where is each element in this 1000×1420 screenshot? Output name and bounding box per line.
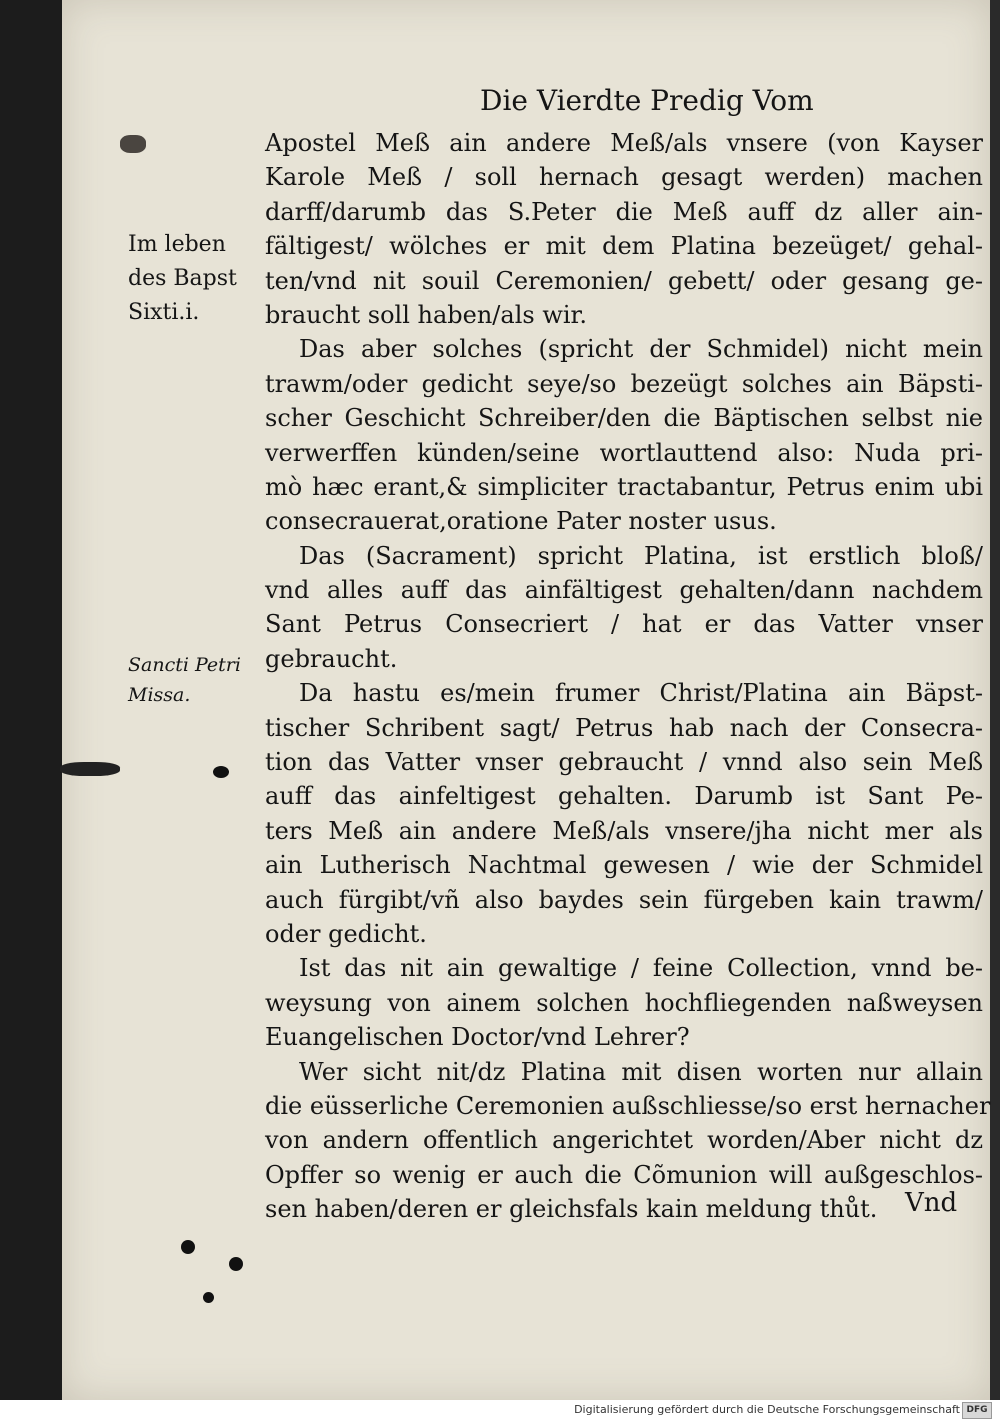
ink-dot bbox=[203, 1292, 214, 1303]
text-line: von andern offentlich angerichtet worden/Aber nicht dz bbox=[265, 1126, 983, 1155]
margin-note-line: Sancti Petri bbox=[128, 654, 241, 676]
catchword: Vnd bbox=[905, 1188, 958, 1218]
text-line: Da hastu es/mein frumer Christ/Platina ain Bäpst- bbox=[299, 679, 983, 708]
text-line: ain Lutherisch Nachtmal gewesen / wie der Schmidel bbox=[265, 851, 983, 880]
text-line: die eüsserliche Ceremonien außschliesse/so erst hernacher bbox=[265, 1091, 991, 1120]
text-line: verwerffen künden/seine wortlauttend also: Nuda pri- bbox=[265, 438, 983, 467]
text-line: consecrauerat,oratione Pater noster usus. bbox=[265, 507, 777, 536]
text-line: auch fürgibt/vñ also baydes sein fürgeben kain trawm/ bbox=[265, 885, 983, 914]
text-line: sen haben/deren er gleichsfals kain meldung thůt. bbox=[265, 1195, 878, 1224]
ink-blot bbox=[120, 135, 146, 153]
text-line: Euangelischen Doctor/vnd Lehrer? bbox=[265, 1023, 690, 1052]
footer-bar bbox=[0, 1400, 1000, 1420]
ink-dot bbox=[229, 1257, 243, 1271]
running-header: Die Vierdte Predig Vom bbox=[480, 84, 814, 117]
margin-note-line: Sixti.i. bbox=[128, 300, 200, 325]
text-line: Wer sicht nit/dz Platina mit disen worten nur allain bbox=[299, 1057, 983, 1086]
text-line: vnd alles auff das ainfältigest gehalten/dann nachdem bbox=[265, 576, 983, 605]
text-line: braucht soll haben/als wir. bbox=[265, 300, 588, 329]
text-line: scher Geschicht Schreiber/den die Bäptischen selbst nie bbox=[265, 404, 983, 433]
text-line: fältigest/ wölches er mit dem Platina bezeüget/ gehal- bbox=[265, 232, 983, 261]
text-line: Opffer so wenig er auch die Cõmunion will außgeschlos- bbox=[265, 1160, 983, 1189]
text-line: Das aber solches (spricht der Schmidel) nicht mein bbox=[299, 335, 983, 364]
text-line: auff das ainfeltigest gehalten. Darumb ist Sant Pe- bbox=[265, 782, 983, 811]
text-line: Ist das nit ain gewaltige / feine Collection, vnnd be- bbox=[299, 954, 983, 983]
ink-mark bbox=[60, 762, 120, 776]
text-line: ten/vnd nit souil Ceremonien/ gebett/ oder gesang ge- bbox=[265, 266, 983, 295]
margin-note-sancti-petri bbox=[128, 650, 258, 710]
text-line: tion das Vatter vnser gebraucht / vnnd also sein Meß bbox=[265, 748, 983, 777]
text-line: mò hæc erant,& simpliciter tractabantur, Petrus enim ubi bbox=[265, 472, 983, 501]
margin-note-line: Missa. bbox=[128, 684, 191, 706]
dfg-logo-icon: DFG bbox=[962, 1402, 992, 1419]
text-line: gebraucht. bbox=[265, 644, 398, 673]
text-line: Apostel Meß ain andere Meß/als vnsere (von Kayser bbox=[265, 129, 983, 157]
text-line: ters Meß ain andere Meß/als vnsere/jha nicht mer als bbox=[265, 816, 983, 845]
page-edge bbox=[990, 0, 1000, 1400]
margin-note-sixti bbox=[128, 228, 258, 330]
text-line: trawm/oder gedicht seye/so bezeügt solches ain Bäpsti- bbox=[265, 369, 983, 398]
text-line: oder gedicht. bbox=[265, 919, 427, 948]
ink-dot bbox=[213, 766, 229, 778]
text-line: Sant Petrus Consecriert / hat er das Vatter vnser bbox=[265, 610, 983, 639]
footer-credit: Digitalisierung gefördert durch die Deutsche Forschungsgemeinschaft bbox=[574, 1403, 960, 1416]
text-line: Karole Meß / soll hernach gesagt werden) machen bbox=[265, 163, 983, 192]
body-text bbox=[265, 126, 991, 1227]
ink-dot bbox=[181, 1240, 195, 1254]
text-line: tischer Schribent sagt/ Petrus hab nach der Consecra- bbox=[265, 713, 983, 742]
text-line: Das (Sacrament) spricht Platina, ist erstlich bloß/ bbox=[299, 541, 983, 570]
margin-note-line: des Bapst bbox=[128, 266, 237, 291]
text-line: weysung von ainem solchen hochfliegenden naßweysen bbox=[265, 988, 983, 1017]
text-line: darff/darumb das S.Peter die Meß auff dz aller ain- bbox=[265, 197, 983, 226]
margin-note-line: Im leben bbox=[128, 232, 226, 257]
